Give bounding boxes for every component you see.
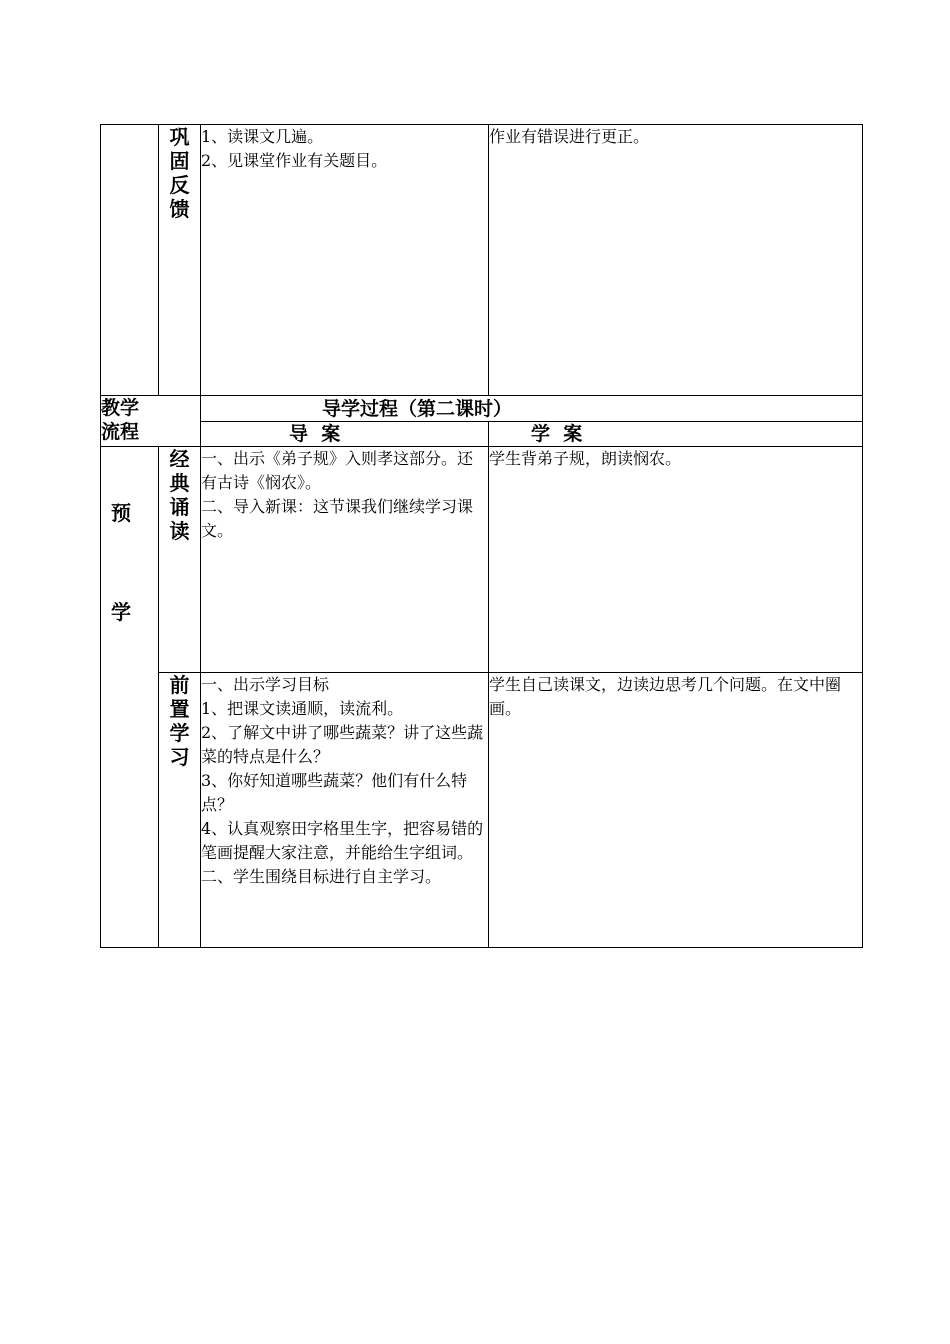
label-char: 反 [169,173,190,197]
guide-line: 4、认真观察田字格里生字，把容易错的笔画提醒大家注意，并能给生字组词。 [201,819,484,862]
guide-line: 二、导入新课：这节课我们继续学习课文。 [201,497,474,540]
guide-line: 3、你好知道哪些蔬菜？他们有什么特点？ [201,771,468,814]
column-header-row [101,422,863,447]
teaching-flow-text: 教学流程 [101,397,140,443]
consolidation-row [101,125,863,396]
guide-line: 2、了解文中讲了哪些蔬菜？讲了这些蔬菜的特点是什么？ [201,723,484,766]
classic-reading-label [159,447,201,673]
guide-line: 1、把课文读通顺，读流利。 [201,699,404,718]
classic-guide-cell [201,447,489,673]
guide-line: 一、出示《弟子规》入则孝这部分。还有古诗《悯农》。 [201,449,474,492]
pre-study-row [101,673,863,948]
empty-flow-cell [101,125,159,396]
label-char: 典 [169,471,190,495]
classic-study-cell [489,447,863,673]
process-title: 导学过程（第二课时） [201,396,863,422]
study-line: 作业有错误进行更正。 [489,127,650,146]
label-char: 巩 [169,125,190,149]
guide-line: 一、出示学习目标 [201,675,330,694]
flow-header-row [101,396,863,422]
section-char: 学 [111,600,131,624]
section-char: 预 [111,501,131,525]
pre-study-guide-cell [201,673,489,948]
label-char: 馈 [169,197,190,221]
pre-study-label [159,673,201,948]
label-char: 读 [169,519,190,543]
teaching-flow-label [101,396,201,447]
consolidation-label [159,125,201,396]
guide-column-header: 导 案 [201,422,489,447]
label-char: 置 [169,697,190,721]
guide-line: 二、学生围绕目标进行自主学习。 [201,867,442,886]
study-column-header: 学 案 [489,422,863,447]
classic-reading-row [101,447,863,673]
pre-study-study-cell [489,673,863,948]
label-char: 学 [169,721,190,745]
guide-line: 2、见课堂作业有关题目。 [201,151,388,170]
consolidation-guide-cell [201,125,489,396]
label-char: 经 [169,447,190,471]
preview-section-label [101,447,159,948]
label-char: 固 [169,149,190,173]
guide-line: 1、读课文几遍。 [201,127,324,146]
lesson-plan-table [100,124,863,948]
study-line: 学生背弟子规，朗读悯农。 [489,449,682,468]
label-char: 诵 [169,495,190,519]
study-line: 学生自己读课文，边读边思考几个问题。在文中圈画。 [489,675,842,718]
consolidation-study-cell [489,125,863,396]
label-char: 前 [169,673,190,697]
label-char: 习 [169,745,190,769]
